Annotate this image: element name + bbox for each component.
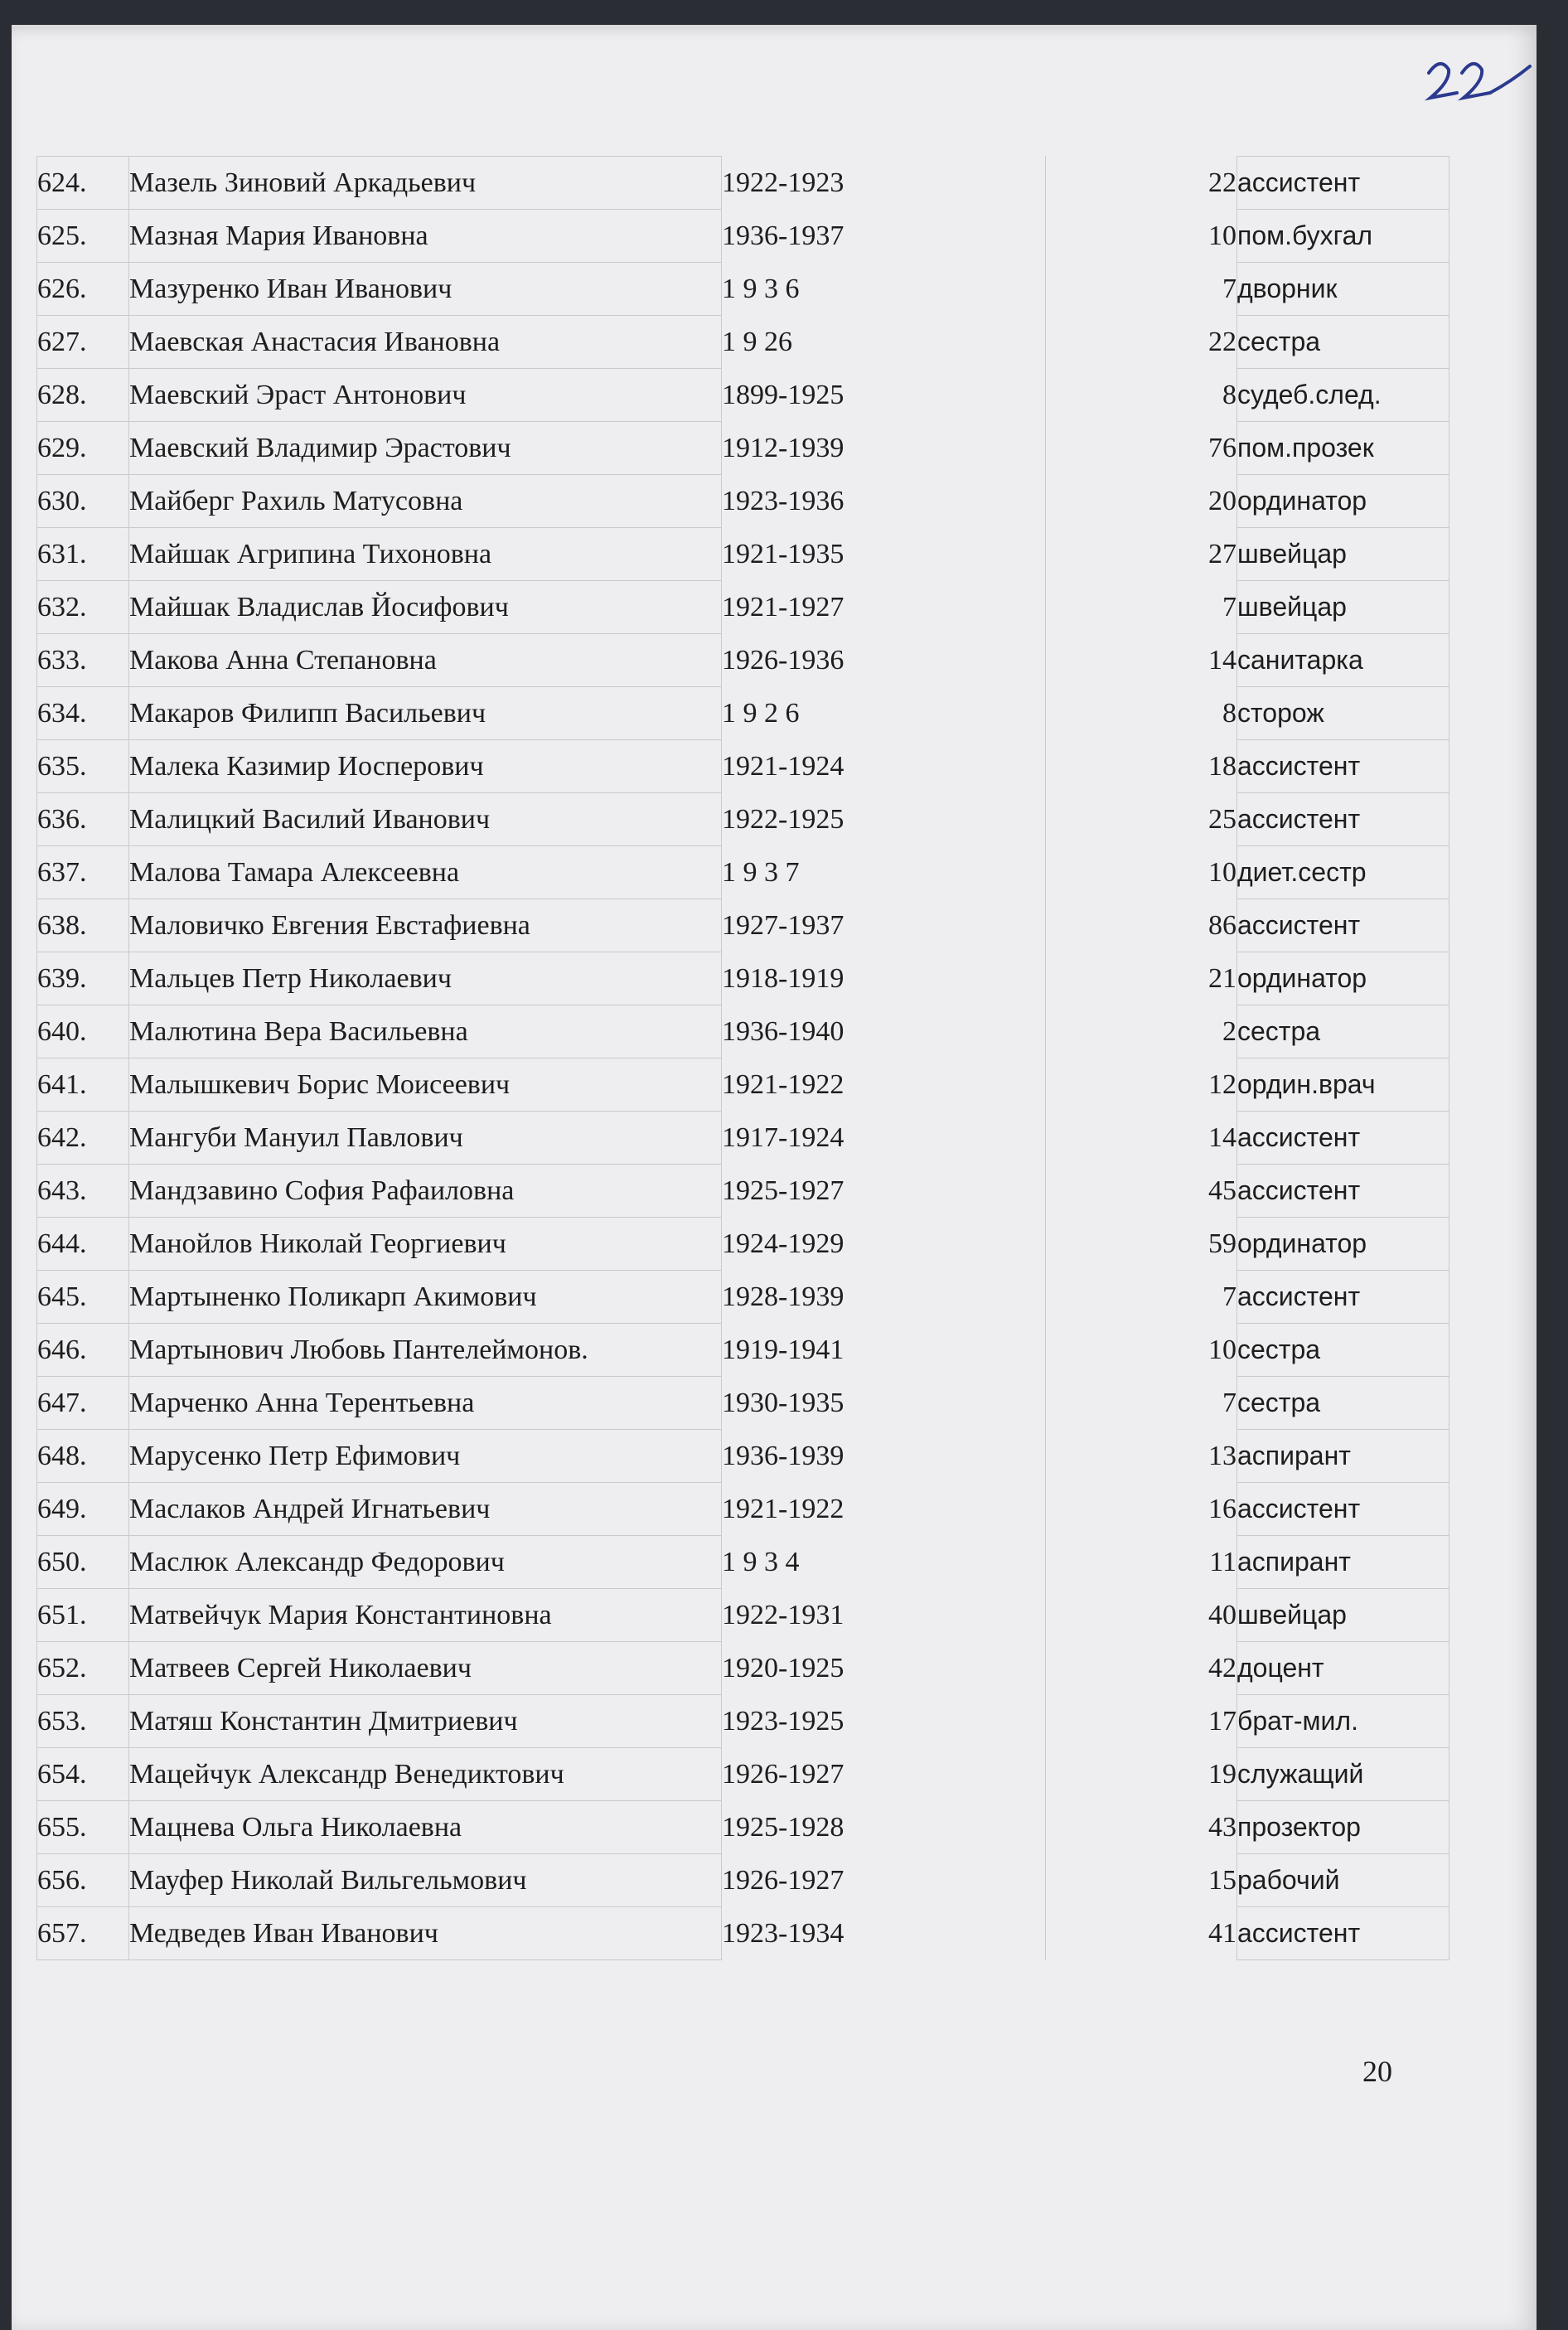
record-count: 13	[1046, 1430, 1237, 1483]
record-count: 18	[1046, 740, 1237, 793]
record-count: 10	[1046, 210, 1237, 263]
service-years: 1924-1929	[722, 1218, 1046, 1271]
table-row	[37, 793, 1449, 846]
table-row	[37, 1271, 1449, 1324]
service-years: 1922-1923	[722, 157, 1046, 210]
position-title: ассистент	[1237, 1271, 1449, 1324]
row-number: 635.	[37, 740, 129, 793]
row-number: 633.	[37, 634, 129, 687]
table-row	[37, 1589, 1449, 1642]
person-name: Мандзавино София Рафаиловна	[129, 1165, 722, 1218]
row-number: 625.	[37, 210, 129, 263]
position-title: санитарка	[1237, 634, 1449, 687]
position-title: сестра	[1237, 316, 1449, 369]
document-page	[12, 25, 1537, 2330]
service-years: 1926-1927	[722, 1748, 1046, 1801]
record-count: 22	[1046, 157, 1237, 210]
table-row	[37, 1854, 1449, 1907]
table-row	[37, 528, 1449, 581]
service-years: 1921-1922	[722, 1483, 1046, 1536]
service-years: 1921-1924	[722, 740, 1046, 793]
table-row	[37, 1218, 1449, 1271]
person-name: Мартыненко Поликарп Акимович	[129, 1271, 722, 1324]
record-count: 59	[1046, 1218, 1237, 1271]
table-row	[37, 1907, 1449, 1960]
row-number: 656.	[37, 1854, 129, 1907]
row-number: 640.	[37, 1005, 129, 1058]
record-count: 16	[1046, 1483, 1237, 1536]
service-years: 1922-1925	[722, 793, 1046, 846]
row-number: 631.	[37, 528, 129, 581]
table-row	[37, 1642, 1449, 1695]
service-years: 1936-1939	[722, 1430, 1046, 1483]
position-title: ассистент	[1237, 1165, 1449, 1218]
table-row	[37, 1430, 1449, 1483]
row-number: 653.	[37, 1695, 129, 1748]
table-row	[37, 634, 1449, 687]
person-name: Мангуби Мануил Павлович	[129, 1112, 722, 1165]
person-name: Маевский Эраст Антонович	[129, 369, 722, 422]
table-row	[37, 846, 1449, 899]
record-count: 40	[1046, 1589, 1237, 1642]
service-years: 1 9 26	[722, 316, 1046, 369]
row-number: 649.	[37, 1483, 129, 1536]
record-count: 22	[1046, 316, 1237, 369]
record-count: 7	[1046, 581, 1237, 634]
position-title: сестра	[1237, 1005, 1449, 1058]
service-years: 1920-1925	[722, 1642, 1046, 1695]
service-years: 1925-1927	[722, 1165, 1046, 1218]
service-years: 1921-1935	[722, 528, 1046, 581]
row-number: 647.	[37, 1377, 129, 1430]
record-count: 21	[1046, 952, 1237, 1005]
person-name: Маевская Анастасия Ивановна	[129, 316, 722, 369]
row-number: 638.	[37, 899, 129, 952]
table-row	[37, 1748, 1449, 1801]
service-years: 1921-1922	[722, 1058, 1046, 1112]
record-count: 15	[1046, 1854, 1237, 1907]
service-years: 1925-1928	[722, 1801, 1046, 1854]
row-number: 648.	[37, 1430, 129, 1483]
record-count: 17	[1046, 1695, 1237, 1748]
person-name: Мазная Мария Ивановна	[129, 210, 722, 263]
position-title: ординатор	[1237, 952, 1449, 1005]
record-count: 8	[1046, 687, 1237, 740]
record-count: 76	[1046, 422, 1237, 475]
table-row	[37, 581, 1449, 634]
row-number: 637.	[37, 846, 129, 899]
row-number: 626.	[37, 263, 129, 316]
record-count: 14	[1046, 1112, 1237, 1165]
record-count: 8	[1046, 369, 1237, 422]
row-number: 628.	[37, 369, 129, 422]
table-row	[37, 157, 1449, 210]
row-number: 651.	[37, 1589, 129, 1642]
person-name: Манойлов Николай Георгиевич	[129, 1218, 722, 1271]
record-count: 7	[1046, 1377, 1237, 1430]
person-name: Майшак Владислав Йосифович	[129, 581, 722, 634]
position-title: ассистент	[1237, 899, 1449, 952]
person-name: Маевский Владимир Эрастович	[129, 422, 722, 475]
row-number: 650.	[37, 1536, 129, 1589]
table-row	[37, 1112, 1449, 1165]
row-number: 639.	[37, 952, 129, 1005]
service-years: 1923-1934	[722, 1907, 1046, 1960]
service-years: 1921-1927	[722, 581, 1046, 634]
record-count: 42	[1046, 1642, 1237, 1695]
person-name: Макова Анна Степановна	[129, 634, 722, 687]
service-years: 1917-1924	[722, 1112, 1046, 1165]
table-row	[37, 316, 1449, 369]
row-number: 654.	[37, 1748, 129, 1801]
position-title: ассистент	[1237, 1112, 1449, 1165]
table-row	[37, 1377, 1449, 1430]
table-row	[37, 740, 1449, 793]
table-row	[37, 1801, 1449, 1854]
person-name: Мазель Зиновий Аркадьевич	[129, 157, 722, 210]
service-years: 1930-1935	[722, 1377, 1046, 1430]
row-number: 642.	[37, 1112, 129, 1165]
person-name: Мауфер Николай Вильгельмович	[129, 1854, 722, 1907]
table-row	[37, 210, 1449, 263]
row-number: 634.	[37, 687, 129, 740]
row-number: 644.	[37, 1218, 129, 1271]
service-years: 1899-1925	[722, 369, 1046, 422]
table-row	[37, 1005, 1449, 1058]
position-title: ассистент	[1237, 1907, 1449, 1960]
person-name: Матвейчук Мария Константиновна	[129, 1589, 722, 1642]
position-title: ассистент	[1237, 157, 1449, 210]
person-name: Майшак Агрипина Тихоновна	[129, 528, 722, 581]
page-number: 20	[1362, 2055, 1392, 2088]
service-years: 1 9 3 6	[722, 263, 1046, 316]
register-body	[37, 157, 1449, 1960]
table-row	[37, 899, 1449, 952]
person-name: Маловичко Евгения Евстафиевна	[129, 899, 722, 952]
record-count: 7	[1046, 1271, 1237, 1324]
person-name: Мазуренко Иван Иванович	[129, 263, 722, 316]
service-years: 1923-1936	[722, 475, 1046, 528]
service-years: 1928-1939	[722, 1271, 1046, 1324]
table-row	[37, 475, 1449, 528]
person-name: Марусенко Петр Ефимович	[129, 1430, 722, 1483]
service-years: 1918-1919	[722, 952, 1046, 1005]
row-number: 630.	[37, 475, 129, 528]
record-count: 7	[1046, 263, 1237, 316]
person-name: Малека Казимир Иосперович	[129, 740, 722, 793]
position-title: доцент	[1237, 1642, 1449, 1695]
position-title: сестра	[1237, 1377, 1449, 1430]
service-years: 1926-1927	[722, 1854, 1046, 1907]
row-number: 629.	[37, 422, 129, 475]
record-count: 10	[1046, 1324, 1237, 1377]
service-years: 1926-1936	[722, 634, 1046, 687]
position-title: сторож	[1237, 687, 1449, 740]
table-row	[37, 369, 1449, 422]
service-years: 1 9 3 4	[722, 1536, 1046, 1589]
person-name: Майберг Рахиль Матусовна	[129, 475, 722, 528]
service-years: 1936-1940	[722, 1005, 1046, 1058]
row-number: 627.	[37, 316, 129, 369]
person-name: Мальцев Петр Николаевич	[129, 952, 722, 1005]
table-row	[37, 263, 1449, 316]
person-name: Малютина Вера Васильевна	[129, 1005, 722, 1058]
table-row	[37, 1165, 1449, 1218]
position-title: ордин.врач	[1237, 1058, 1449, 1112]
record-count: 19	[1046, 1748, 1237, 1801]
table-row	[37, 422, 1449, 475]
record-count: 10	[1046, 846, 1237, 899]
row-number: 655.	[37, 1801, 129, 1854]
record-count: 41	[1046, 1907, 1237, 1960]
table-row	[37, 1536, 1449, 1589]
record-count: 86	[1046, 899, 1237, 952]
service-years: 1 9 2 6	[722, 687, 1046, 740]
record-count: 27	[1046, 528, 1237, 581]
position-title: прозектор	[1237, 1801, 1449, 1854]
service-years: 1922-1931	[722, 1589, 1046, 1642]
person-name: Малицкий Василий Иванович	[129, 793, 722, 846]
position-title: брат-мил.	[1237, 1695, 1449, 1748]
position-title: сестра	[1237, 1324, 1449, 1377]
position-title: швейцар	[1237, 528, 1449, 581]
person-name: Маслаков Андрей Игнатьевич	[129, 1483, 722, 1536]
position-title: ординатор	[1237, 1218, 1449, 1271]
record-count: 2	[1046, 1005, 1237, 1058]
service-years: 1927-1937	[722, 899, 1046, 952]
person-name: Мацейчук Александр Венедиктович	[129, 1748, 722, 1801]
record-count: 43	[1046, 1801, 1237, 1854]
row-number: 657.	[37, 1907, 129, 1960]
position-title: пом.прозек	[1237, 422, 1449, 475]
position-title: ординатор	[1237, 475, 1449, 528]
person-name: Марченко Анна Терентьевна	[129, 1377, 722, 1430]
person-name: Матяш Константин Дмитриевич	[129, 1695, 722, 1748]
service-years: 1919-1941	[722, 1324, 1046, 1377]
table-row	[37, 687, 1449, 740]
record-count: 11	[1046, 1536, 1237, 1589]
row-number: 632.	[37, 581, 129, 634]
row-number: 646.	[37, 1324, 129, 1377]
person-name: Медведев Иван Иванович	[129, 1907, 722, 1960]
person-name: Мацнева Ольга Николаевна	[129, 1801, 722, 1854]
record-count: 45	[1046, 1165, 1237, 1218]
position-title: судеб.след.	[1237, 369, 1449, 422]
position-title: пом.бухгал	[1237, 210, 1449, 263]
table-row	[37, 1483, 1449, 1536]
position-title: ассистент	[1237, 740, 1449, 793]
position-title: ассистент	[1237, 1483, 1449, 1536]
record-count: 20	[1046, 475, 1237, 528]
row-number: 624.	[37, 157, 129, 210]
handwritten-sheet-number	[1420, 48, 1537, 114]
personnel-register-table	[36, 156, 1449, 1960]
position-title: аспирант	[1237, 1430, 1449, 1483]
position-title: рабочий	[1237, 1854, 1449, 1907]
person-name: Маслюк Александр Федорович	[129, 1536, 722, 1589]
position-title: швейцар	[1237, 581, 1449, 634]
record-count: 25	[1046, 793, 1237, 846]
person-name: Макаров Филипп Васильевич	[129, 687, 722, 740]
row-number: 652.	[37, 1642, 129, 1695]
service-years: 1 9 3 7	[722, 846, 1046, 899]
service-years: 1912-1939	[722, 422, 1046, 475]
position-title: дворник	[1237, 263, 1449, 316]
position-title: служащий	[1237, 1748, 1449, 1801]
position-title: ассистент	[1237, 793, 1449, 846]
row-number: 641.	[37, 1058, 129, 1112]
table-row	[37, 952, 1449, 1005]
person-name: Малышкевич Борис Моисеевич	[129, 1058, 722, 1112]
position-title: швейцар	[1237, 1589, 1449, 1642]
table-row	[37, 1058, 1449, 1112]
service-years: 1936-1937	[722, 210, 1046, 263]
person-name: Малова Тамара Алексеевна	[129, 846, 722, 899]
row-number: 636.	[37, 793, 129, 846]
table-row	[37, 1695, 1449, 1748]
position-title: аспирант	[1237, 1536, 1449, 1589]
row-number: 643.	[37, 1165, 129, 1218]
row-number: 645.	[37, 1271, 129, 1324]
person-name: Матвеев Сергей Николаевич	[129, 1642, 722, 1695]
table-row	[37, 1324, 1449, 1377]
position-title: диет.сестр	[1237, 846, 1449, 899]
record-count: 12	[1046, 1058, 1237, 1112]
service-years: 1923-1925	[722, 1695, 1046, 1748]
person-name: Мартынович Любовь Пантелеймонов.	[129, 1324, 722, 1377]
record-count: 14	[1046, 634, 1237, 687]
